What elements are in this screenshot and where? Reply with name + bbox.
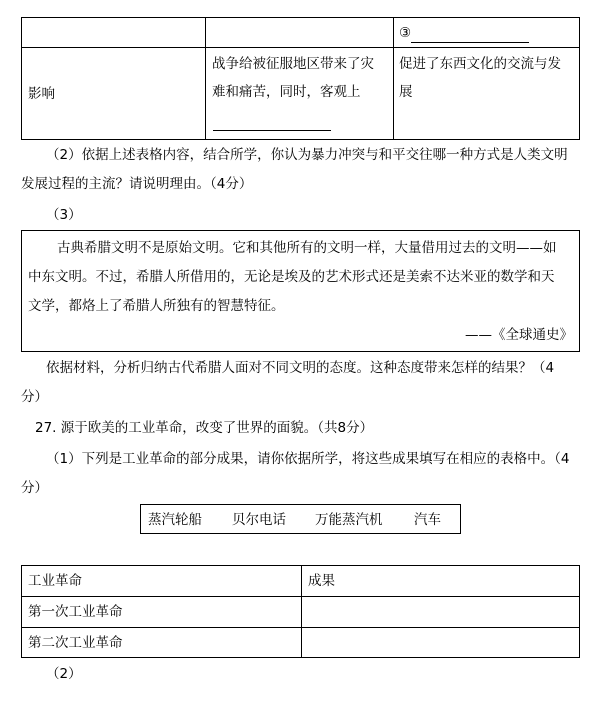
table-divider: [22, 47, 579, 48]
quote-line3: 文学，都烙上了希腊人所独有的智慧特征。: [28, 298, 285, 314]
cell-row2-col2-line1: 战争给被征服地区带来了灾: [212, 56, 374, 72]
table-divider: [205, 18, 206, 139]
q27-part1-line1: （1）下列是工业革命的部分成果，请你依据所学，将这些成果填写在相应的表格中。（4: [46, 451, 570, 467]
q27-part2-label: （2）: [46, 666, 82, 682]
industrial-revolution-table: [21, 565, 580, 658]
row-first-revolution: 第一次工业革命: [28, 604, 123, 620]
q2-line2: 发展过程的主流？请说明理由。（4分）: [21, 176, 253, 192]
answer-cell-second[interactable]: [302, 628, 579, 657]
header-achievements: 成果: [308, 573, 335, 589]
achievement-item: 贝尔电话: [232, 512, 286, 528]
answer-blank[interactable]: [213, 115, 331, 131]
cell-row1-col3: ③: [399, 23, 529, 43]
table-divider: [393, 18, 394, 139]
q3-task-line1: 依据材料，分析归纳古代希腊人面对不同文明的态度。这种态度带来怎样的结果？（4: [46, 360, 555, 376]
answer-blank[interactable]: [411, 27, 529, 43]
answer-cell-first[interactable]: [302, 597, 579, 626]
achievement-item: 蒸汽轮船: [148, 512, 202, 528]
comparison-table: [21, 17, 580, 140]
achievement-list-box: [140, 504, 461, 534]
q27-title: 27. 源于欧美的工业革命，改变了世界的面貌。（共8分）: [35, 420, 374, 436]
row-second-revolution: 第二次工业革命: [28, 635, 123, 651]
header-revolution: 工业革命: [28, 573, 82, 589]
q3-task-line2: 分）: [21, 389, 48, 405]
achievement-item: 汽车: [414, 512, 441, 528]
quote-box: [21, 230, 580, 352]
q27-part1-line2: 分）: [21, 480, 48, 496]
quote-line1: 古典希腊文明不是原始文明。它和其他所有的文明一样，大量借用过去的文明——如: [57, 240, 557, 256]
cell-row2-col2-line2: 难和痛苦，同时，客观上: [212, 84, 361, 100]
cell-row2-col3-line2: 展: [399, 84, 413, 100]
cell-row2-col3-line1: 促进了东西文化的交流与发: [399, 56, 561, 72]
cell-influence-label: 影响: [28, 86, 55, 102]
quote-line2: 中东文明。不过，希腊人所借用的，无论是埃及的艺术形式还是美索不达米亚的数学和天: [28, 269, 555, 285]
quote-source: ——《全球通史》: [465, 327, 573, 343]
q2-line1: （2）依据上述表格内容，结合所学，你认为暴力冲突与和平交往哪一种方式是人类文明: [46, 147, 568, 163]
q3-label: （3）: [46, 207, 82, 223]
achievement-item: 万能蒸汽机: [315, 512, 383, 528]
